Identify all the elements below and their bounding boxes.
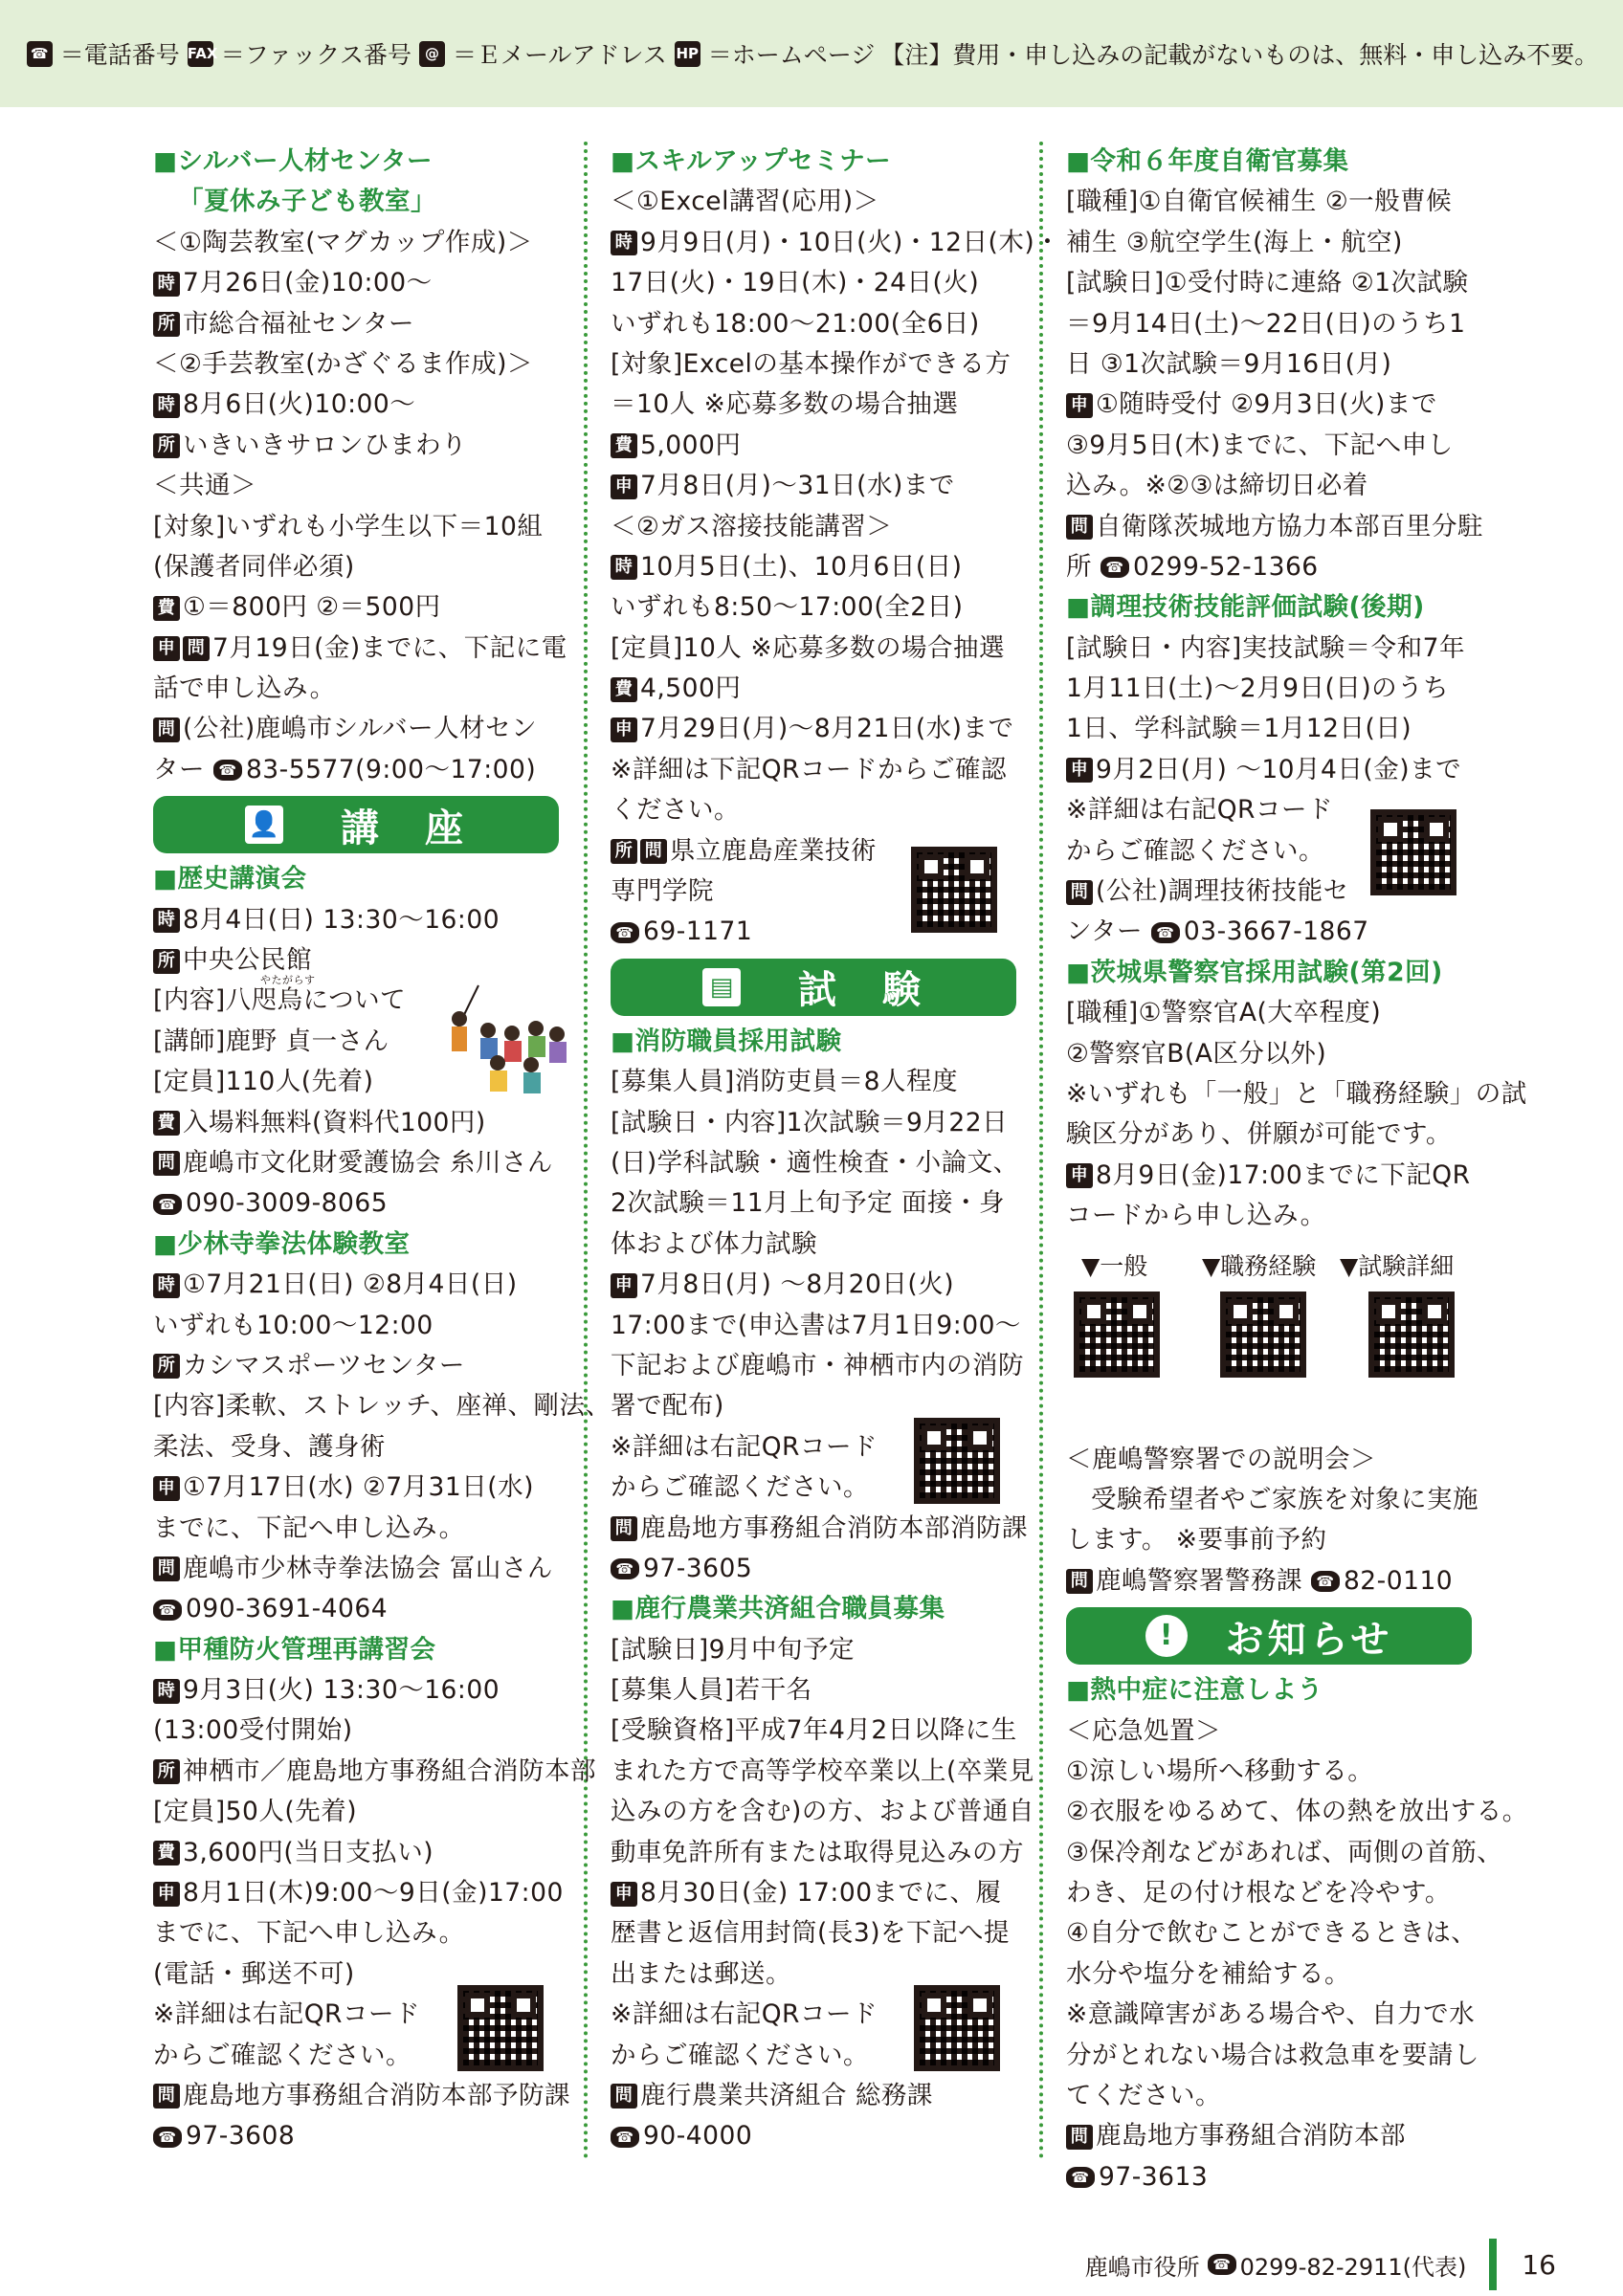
apply-tag: 申 <box>611 1273 637 1298</box>
text-line: 所 市総合福祉センター <box>153 304 559 344</box>
text-line: 所 問 県立鹿島産業技術 <box>611 831 1016 872</box>
place-tag: 所 <box>153 1354 180 1379</box>
time-tag: 時 <box>153 393 180 418</box>
text-line: [定員]110人(先着) <box>153 1067 374 1097</box>
cost-tag: 費 <box>153 1841 180 1866</box>
text-line: 申 9月2日(月) ～10月4日(金)まで <box>1066 750 1472 790</box>
legend-fax: ＝ファックス番号 <box>220 41 411 69</box>
text-line: 問 (公社)調理技術技能セ <box>1066 872 1472 912</box>
text-line: 申 8月1日(木)9:00～9日(金)17:00 <box>153 1873 559 1913</box>
text-line: ※詳細は下記QRコードからご確認 <box>611 754 1007 784</box>
ask-tag: 問 <box>640 839 667 864</box>
text-line: ※詳細は右記QRコード <box>153 1999 420 2030</box>
time-tag: 時 <box>153 1273 180 1298</box>
text-line: までに、下記へ申し込み。 <box>153 1512 465 1543</box>
text-line: 申 7月8日(月) ～8月20日(火) <box>611 1265 1016 1305</box>
ask-tag: 問 <box>183 636 210 661</box>
text-line: 申 8月30日(金) 17:00までに、履 <box>611 1873 1016 1913</box>
text-line: ※意識障害がある場合や、自力で水 <box>1066 1999 1476 2030</box>
text-line: ※詳細は右記QRコード <box>611 1431 878 1462</box>
text-line: ☎ 090-3009-8065 <box>153 1183 559 1224</box>
text-line: いずれも18:00～21:00(全6日) <box>611 308 980 339</box>
place-tag: 所 <box>153 949 180 974</box>
text-line: ＜応急処置＞ <box>1066 1715 1221 1746</box>
phone-icon: ☎ <box>213 760 242 781</box>
ask-tag: 問 <box>153 1556 180 1581</box>
qr-code[interactable] <box>1074 1292 1160 1378</box>
apply-tag: 申 <box>611 718 637 742</box>
text-line: ②衣服をゆるめて、体の熱を放出する。 <box>1066 1797 1528 1827</box>
qr-code[interactable] <box>911 847 997 933</box>
text-line: (13:00受付開始) <box>153 1715 353 1746</box>
email-icon: @ <box>419 41 445 67</box>
text-line: 水分や塩分を補給する。 <box>1066 1958 1350 1989</box>
section-heading: ■甲種防火管理再講習会 <box>153 1634 436 1665</box>
text-line: ＝9月14日(土)～22日(日)のうち1 <box>1066 308 1466 339</box>
fax-icon: FAX <box>188 41 213 67</box>
text-line: ※いずれも「一般」と「職務経験」の試 <box>1066 1078 1527 1109</box>
text-line: わき、足の付け根などを冷やす。 <box>1066 1878 1451 1909</box>
text-line: 費 入場料無料(資料代100円) <box>153 1103 559 1143</box>
text-line: 出または郵送。 <box>611 1958 791 1989</box>
text-line: [試験日・内容]1次試験＝9月22日 <box>611 1107 1009 1137</box>
text-line: ※詳細は右記QRコード <box>1066 795 1333 826</box>
ask-tag: 問 <box>611 1516 637 1541</box>
text-line: [対象]いずれも小学生以下＝10組 <box>153 511 544 541</box>
text-line: 所 いきいきサロンひまわり <box>153 426 559 466</box>
text-line: ＜②手芸教室(かざぐるま作成)＞ <box>153 348 533 379</box>
cost-tag: 費 <box>153 1111 180 1136</box>
text-line: [対象]Excelの基本操作ができる方 <box>611 348 1012 379</box>
exclamation-icon: ! <box>1145 1615 1188 1657</box>
text-line: 1月11日(土)～2月9日(日)のうち <box>1066 673 1450 704</box>
text-line: からご確認ください。 <box>153 2040 411 2070</box>
apply-tag: 申 <box>153 636 180 661</box>
text-line: ☎ 90-4000 <box>611 2116 1016 2156</box>
phone-icon: ☎ <box>1151 922 1180 943</box>
banner-label: 試 験 <box>798 968 924 1013</box>
footer-office: 鹿嶋市役所 <box>1084 2253 1200 2281</box>
text-line: ☎ 97-3608 <box>153 2116 559 2156</box>
text-line: 申 7月29日(月)～8月21日(水)まで <box>611 709 1016 749</box>
text-line: ター ☎ 83-5577(9:00～17:00) <box>153 754 537 784</box>
phone-icon: ☎ <box>1311 1571 1340 1592</box>
cost-tag: 費 <box>611 433 637 458</box>
section-heading: ■茨城県警察官採用試験(第2回) <box>1066 957 1443 987</box>
apply-tag: 申 <box>1066 758 1093 783</box>
legend-hp: ＝ホームページ <box>707 41 876 69</box>
text-line: いずれも8:50～17:00(全2日) <box>611 592 964 623</box>
text-line: 問 (公社)鹿嶋市シルバー人材セン <box>153 709 559 749</box>
ask-tag: 問 <box>153 2084 180 2108</box>
section-heading: ■消防職員採用試験 <box>611 1026 842 1056</box>
text-line: ＜①Excel講習(応用)＞ <box>611 187 879 217</box>
banner-label: お知らせ <box>1225 1617 1393 1662</box>
text-line: [試験日]9月中旬予定 <box>611 1634 856 1665</box>
section-heading: ■スキルアップセミナー <box>611 146 892 176</box>
apply-tag: 申 <box>153 1882 180 1907</box>
phone-icon: ☎ <box>153 1194 182 1215</box>
text-line: 問 鹿嶋警察署警務課 ☎ 82-0110 <box>1066 1561 1472 1601</box>
text-line: 分がとれない場合は救急車を要請し <box>1066 2040 1479 2070</box>
text-line: 時 8月6日(火)10:00～ <box>153 385 559 425</box>
text-line: [試験日]①受付時に連絡 ②1次試験 <box>1066 268 1469 298</box>
text-line: 動車免許所有または取得見込みの方 <box>611 1837 1024 1867</box>
banner-label: 講 座 <box>341 806 467 850</box>
text-line: 申 ①随時受付 ②9月3日(火)まで <box>1066 385 1472 425</box>
legend-note: 【注】費用・申し込みの記載がないものは、無料・申し込み不要。 <box>880 41 1599 69</box>
text-line: [職種]①自衛官候補生 ②一般曹候 <box>1066 187 1453 217</box>
text-line: [募集人員]消防吏員＝8人程度 <box>611 1067 959 1097</box>
column-3 <box>1066 142 1528 2197</box>
homepage-icon: HP <box>675 41 700 67</box>
text-line: 申 ①7月17日(水) ②7月31日(水) <box>153 1468 559 1508</box>
text-line: ＜②ガス溶接技能講習＞ <box>611 511 893 541</box>
text-line: [内容]八咫烏について やたがらす <box>153 974 407 1016</box>
time-tag: 時 <box>611 555 637 580</box>
text-line: 17:00まで(申込書は7月1日9:00～ <box>611 1310 1021 1340</box>
text-line: 話で申し込み。 <box>153 673 336 704</box>
text-line: 時 7月26日(金)10:00～ <box>153 263 559 303</box>
ask-tag: 問 <box>1066 1569 1093 1594</box>
phone-icon: ☎ <box>611 1558 639 1579</box>
text-line: 問 鹿嶋市少林寺拳法協会 冨山さん <box>153 1549 559 1589</box>
text-line: ④自分で飲むことができるときは、 <box>1066 1918 1478 1949</box>
apply-tag: 申 <box>611 1882 637 1907</box>
time-tag: 時 <box>153 908 180 933</box>
text-line: からご確認ください。 <box>611 2040 869 2070</box>
apply-tag: 申 <box>153 1476 180 1501</box>
text-line: 費 ①＝800円 ②＝500円 <box>153 587 559 628</box>
text-line: ☎ 97-3605 <box>611 1549 1016 1589</box>
column-divider <box>1039 142 1043 2160</box>
text-line: 問 鹿島地方事務組合消防本部消防課 <box>611 1509 1016 1549</box>
text-line: (日)学科試験・適性検査・小論文、 <box>611 1147 1019 1178</box>
section-heading: ■熱中症に注意しよう <box>1066 1675 1323 1706</box>
text-line: [募集人員]若干名 <box>611 1675 812 1706</box>
text-line: 専門学院 <box>611 876 714 907</box>
ruby-text: やたがらす <box>260 974 316 987</box>
text-line: 時 8月4日(日) 13:30～16:00 <box>153 900 559 940</box>
section-banner-lecture <box>153 796 559 853</box>
text-line: [職種]①警察官A(大卒程度) <box>1066 998 1382 1028</box>
text-line: ンター ☎ 03-3667-1867 <box>1066 916 1369 947</box>
text-line: [内容]柔軟、ストレッチ、座禅、剛法、 <box>153 1391 611 1422</box>
text-line: [受験資格]平成7年4月2日以降に生 <box>611 1715 1017 1746</box>
text-line: ＜①陶芸教室(マグカップ作成)＞ <box>153 227 533 257</box>
time-tag: 時 <box>611 231 637 255</box>
column-2 <box>611 142 1061 2157</box>
text-line: までに、下記へ申し込み。 <box>153 1918 465 1949</box>
text-line: 問 鹿行農業共済組合 総務課 <box>611 2076 1016 2116</box>
footer-tel: 0299-82-2911(代表) <box>1239 2253 1467 2281</box>
text-line: 費 3,600円(当日支払い) <box>153 1833 559 1873</box>
legend-email: ＝Ｅメールアドレス <box>452 41 667 69</box>
section-heading: ■鹿行農業共済組合職員募集 <box>611 1594 945 1624</box>
text-line: 所 カシマスポーツセンター <box>153 1346 559 1386</box>
text-line: 歴書と返信用封筒(長3)を下記へ提 <box>611 1918 1011 1949</box>
qr-code[interactable] <box>1370 809 1456 895</box>
section-heading: ■シルバー人材センター <box>153 146 433 176</box>
text-line: てください。 <box>1066 2081 1221 2111</box>
ask-tag: 問 <box>1066 515 1093 540</box>
text-line: (保護者同伴必須) <box>153 551 355 582</box>
footer-divider <box>1489 2239 1497 2290</box>
section-heading: ■少林寺拳法体験教室 <box>153 1228 411 1259</box>
text-line: します。 ※要事前予約 <box>1066 1525 1327 1556</box>
place-tag: 所 <box>153 433 180 458</box>
legend-text <box>25 36 1599 71</box>
legend-bar <box>0 0 1623 107</box>
text-line: ＝10人 ※応募多数の場合抽選 <box>611 389 959 420</box>
cost-tag: 費 <box>611 677 637 702</box>
text-line: 署で配布) <box>611 1391 724 1422</box>
text-line: 1日、学科試験＝1月12日(日) <box>1066 714 1412 744</box>
text-line: 日 ③1次試験＝9月16日(月) <box>1066 348 1392 379</box>
place-tag: 所 <box>153 1759 180 1784</box>
text-line: [講師]鹿野 貞一さん <box>153 1026 389 1056</box>
phone-icon: ☎ <box>153 1600 182 1621</box>
book-icon: ▤ <box>702 968 741 1006</box>
phone-icon: ☎ <box>1066 2167 1095 2188</box>
text-line: 込みの方を含む)の方、および普通自 <box>611 1797 1034 1827</box>
lecture-illustration <box>440 981 570 1095</box>
text-line: 時 10月5日(土)、10月6日(日) <box>611 547 1016 587</box>
column-divider <box>584 142 588 2160</box>
phone-icon: ☎ <box>611 2127 639 2148</box>
page-footer <box>1085 2239 1556 2290</box>
text-line: 2次試験＝11月上旬予定 面接・身 <box>611 1188 1006 1219</box>
lecture-icon: 👤 <box>245 806 283 844</box>
apply-tag: 申 <box>1066 1163 1093 1188</box>
text-line: ③9月5日(木)までに、下記へ申し <box>1066 430 1454 460</box>
text-line: ☎ 69-1171 <box>611 912 1016 952</box>
cost-tag: 費 <box>153 596 180 621</box>
text-line: 申 7月8日(月)～31日(水)まで <box>611 466 1016 506</box>
time-tag: 時 <box>153 272 180 297</box>
column-1 <box>153 142 611 2157</box>
text-line: 所 神栖市／鹿島地方事務組合消防本部 <box>153 1752 559 1792</box>
legend-tel: ＝電話番号 <box>59 41 180 69</box>
apply-tag: 申 <box>1066 393 1093 418</box>
section-banner-exam <box>611 959 1016 1016</box>
text-line: 下記および鹿嶋市・神栖市内の消防 <box>611 1350 1024 1380</box>
text-line: ②警察官B(A区分以外) <box>1066 1038 1327 1069</box>
text-line: 17日(火)・19日(木)・24日(火) <box>611 268 980 298</box>
apply-tag: 申 <box>611 475 637 499</box>
phone-icon: ☎ <box>1101 557 1129 578</box>
text-line: ＜共通＞ <box>153 471 256 501</box>
qr-caption: ▼一般 <box>1081 1252 1148 1280</box>
text-line: コードから申し込み。 <box>1066 1201 1326 1231</box>
ask-tag: 問 <box>1066 880 1093 905</box>
text-line: 問 鹿島地方事務組合消防本部予防課 <box>153 2076 559 2116</box>
text-line: 補生 ③航空学生(海上・航空) <box>1066 227 1403 257</box>
section-heading: ■令和６年度自衛官募集 <box>1066 146 1349 176</box>
qr-code[interactable] <box>1220 1292 1306 1378</box>
qr-caption: ▼職務経験 <box>1202 1252 1317 1280</box>
place-tag: 所 <box>611 839 637 864</box>
text-line: 申 8月9日(金)17:00までに下記QR <box>1066 1156 1472 1196</box>
text-line: ※詳細は右記QRコード <box>611 1999 878 2030</box>
text-line: 問 鹿島地方事務組合消防本部 <box>1066 2116 1472 2156</box>
section-heading: ■歴史講演会 <box>153 864 307 894</box>
text-line: 験区分があり、併願が可能です。 <box>1066 1119 1452 1150</box>
text-line: ①涼しい場所へ移動する。 <box>1066 1755 1374 1786</box>
text-line: (電話・郵送不可) <box>153 1958 355 1989</box>
text-line: からご確認ください。 <box>1066 835 1324 866</box>
qr-code[interactable] <box>457 1985 544 2071</box>
text-line: ③保冷剤などがあれば、両側の首筋、 <box>1066 1837 1503 1867</box>
section-subheading: 「夏休み子ども教室」 <box>178 187 436 217</box>
text-line: 費 4,500円 <box>611 669 1016 709</box>
text-line: ください。 <box>611 795 740 826</box>
qr-code[interactable] <box>914 1985 1000 2071</box>
ask-tag: 問 <box>1066 2125 1093 2150</box>
text-line: 受験希望者やご家族を対象に実施 <box>1091 1484 1478 1514</box>
ask-tag: 問 <box>153 1151 180 1176</box>
text-line: 体および体力試験 <box>611 1228 817 1259</box>
section-banner-notice <box>1066 1607 1472 1665</box>
text-line: 所 中央公民館 <box>153 940 559 981</box>
text-line: 柔法、受身、護身術 <box>153 1431 386 1462</box>
phone-icon: ☎ <box>611 922 639 943</box>
text-line: ☎ 97-3613 <box>1066 2157 1472 2197</box>
text-line: [試験日・内容]実技試験＝令和7年 <box>1066 632 1466 663</box>
qr-code[interactable] <box>1368 1292 1455 1378</box>
text-line: ＜鹿嶋警察署での説明会＞ <box>1066 1444 1376 1474</box>
text-line: まれた方で高等学校卒業以上(卒業見 <box>611 1755 1034 1786</box>
text-line: [定員]10人 ※応募多数の場合抽選 <box>611 632 1006 663</box>
phone-icon: ☎ <box>153 2127 182 2148</box>
text-line: [定員]50人(先着) <box>153 1797 358 1827</box>
text-line: 申 問 7月19日(金)までに、下記に電 <box>153 629 559 669</box>
text-line: ☎ 090-3691-4064 <box>153 1589 559 1629</box>
text-line: いずれも10:00～12:00 <box>153 1310 434 1340</box>
text-line: 問 自衛隊茨城地方協力本部百里分駐 <box>1066 507 1472 547</box>
section-heading: ■調理技術技能評価試験(後期) <box>1066 592 1425 623</box>
page-number: 16 <box>1522 2248 1556 2281</box>
text-line: 込み。※②③は締切日必着 <box>1066 471 1368 501</box>
ask-tag: 問 <box>611 2084 637 2108</box>
ask-tag: 問 <box>153 718 180 742</box>
text-line: 費 5,000円 <box>611 426 1016 466</box>
text-line: 問 鹿嶋市文化財愛護協会 糸川さん <box>153 1143 559 1183</box>
place-tag: 所 <box>153 312 180 337</box>
qr-code[interactable] <box>914 1418 1000 1504</box>
phone-icon: ☎ <box>27 41 53 67</box>
time-tag: 時 <box>153 1679 180 1704</box>
text-line: 時 9月9日(月)・10日(火)・12日(木)・ <box>611 223 1016 263</box>
text-line: 時 9月3日(火) 13:30～16:00 <box>153 1670 559 1711</box>
phone-icon: ☎ <box>1208 2254 1236 2275</box>
qr-caption: ▼試験詳細 <box>1340 1252 1455 1280</box>
text-line: 所 ☎ 0299-52-1366 <box>1066 551 1319 582</box>
text-line: からご確認ください。 <box>611 1472 869 1503</box>
text-line: 時 ①7月21日(日) ②8月4日(日) <box>153 1265 559 1305</box>
